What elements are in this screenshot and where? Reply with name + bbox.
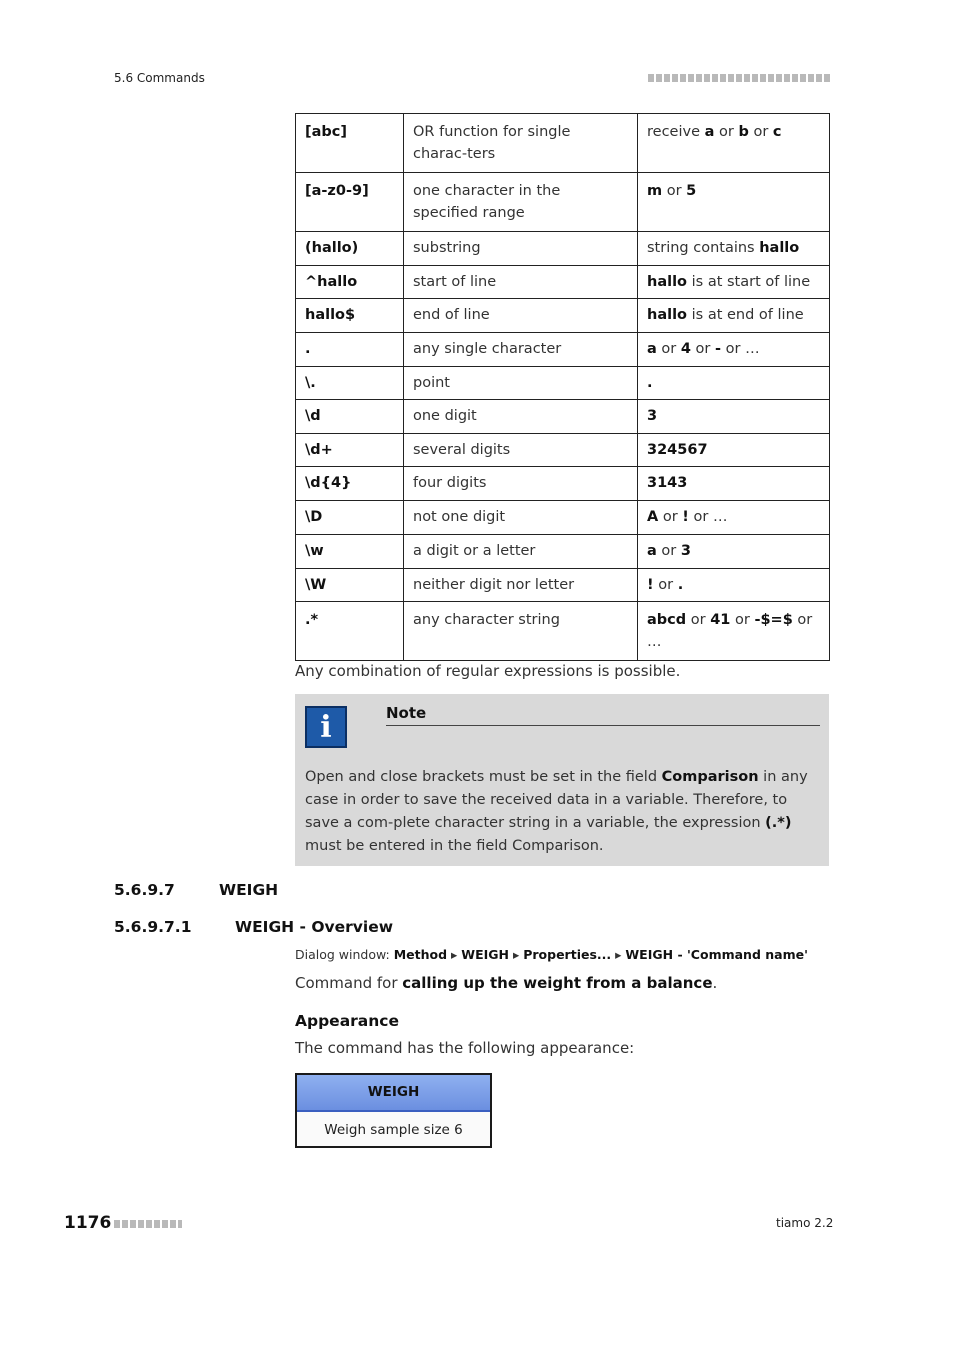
regex-expression: \d+ [296, 434, 404, 467]
table-row [296, 400, 830, 434]
regex-example: receive a or b or c [638, 114, 830, 173]
regex-expression: \d{4} [296, 467, 404, 501]
table-row [296, 501, 830, 535]
regex-example: 3143 [638, 467, 830, 501]
table-row [296, 535, 830, 569]
combination-note: Any combination of regular expressions is possible. [295, 662, 681, 680]
regex-description: any single character [404, 333, 638, 367]
info-icon: i [305, 706, 347, 748]
table-row [296, 467, 830, 501]
regex-description: start of line [404, 266, 638, 299]
regex-example: a or 4 or - or … [638, 333, 830, 367]
product-name: tiamo 2.2 [776, 1216, 834, 1230]
regex-description: any character string [404, 602, 638, 661]
dialog-path: Dialog window: Method ▸ WEIGH ▸ Properties... ▸ WEIGH - 'Command name' [295, 947, 808, 962]
regex-description: neither digit nor letter [404, 569, 638, 602]
regex-description: substring [404, 232, 638, 266]
note-box [295, 694, 829, 866]
regex-example: 3 [638, 400, 830, 434]
weigh-command-widget [295, 1073, 492, 1148]
regex-expression: . [296, 333, 404, 367]
regex-description: point [404, 367, 638, 400]
regex-expression: [a-z0-9] [296, 173, 404, 232]
table-row [296, 232, 830, 266]
regex-expression: \. [296, 367, 404, 400]
table-row [296, 602, 830, 661]
table-row [296, 299, 830, 333]
table-row [296, 173, 830, 232]
appearance-heading: Appearance [295, 1012, 399, 1030]
regex-example: ! or . [638, 569, 830, 602]
regex-expression: \W [296, 569, 404, 602]
table-row [296, 333, 830, 367]
section-number: 5.6.9.7 [114, 881, 175, 899]
weigh-widget-title: WEIGH [297, 1075, 490, 1112]
regex-table [295, 113, 830, 661]
regex-example: . [638, 367, 830, 400]
regex-example: m or 5 [638, 173, 830, 232]
table-row [296, 367, 830, 400]
regex-expression: \d [296, 400, 404, 434]
note-title: Note [386, 704, 820, 726]
note-body: Open and close brackets must be set in the field Comparison in any case in order to save the received data in a variable. Therefore, to save a com-plete character string in a variable, the expression (.*) must be entered in the field Comparison. [305, 769, 808, 854]
regex-expression: [abc] [296, 114, 404, 173]
regex-expression: (hallo) [296, 232, 404, 266]
subsection-title: WEIGH - Overview [235, 918, 394, 936]
regex-description: several digits [404, 434, 638, 467]
regex-expression: \D [296, 501, 404, 535]
command-description: Command for calling up the weight from a balance. [295, 974, 718, 992]
regex-expression: \w [296, 535, 404, 569]
regex-example: hallo is at start of line [638, 266, 830, 299]
regex-example: a or 3 [638, 535, 830, 569]
regex-expression: hallo$ [296, 299, 404, 333]
regex-example: hallo is at end of line [638, 299, 830, 333]
table-row [296, 569, 830, 602]
table-row [296, 434, 830, 467]
regex-expression: .* [296, 602, 404, 661]
regex-description: OR function for single charac-ters [404, 114, 638, 173]
regex-description: end of line [404, 299, 638, 333]
regex-example: 324567 [638, 434, 830, 467]
table-row [296, 114, 830, 173]
regex-description: one character in the specified range [404, 173, 638, 232]
regex-example: A or ! or … [638, 501, 830, 535]
regex-example: string contains hallo [638, 232, 830, 266]
section-title: WEIGH [219, 881, 279, 899]
subsection-number: 5.6.9.7.1 [114, 918, 192, 936]
footer-dot-bar [114, 1220, 182, 1228]
table-row [296, 266, 830, 299]
weigh-widget-subtitle: Weigh sample size 6 [324, 1122, 463, 1138]
running-header-section: 5.6 Commands [114, 71, 205, 85]
regex-description: not one digit [404, 501, 638, 535]
regex-description: four digits [404, 467, 638, 501]
regex-description: a digit or a letter [404, 535, 638, 569]
regex-expression: ^hallo [296, 266, 404, 299]
page-number: 1176 [64, 1213, 112, 1233]
regex-description: one digit [404, 400, 638, 434]
regex-example: abcd or 41 or -$=$ or … [638, 602, 830, 661]
header-dot-bar [648, 74, 830, 82]
appearance-text: The command has the following appearance: [295, 1039, 635, 1057]
